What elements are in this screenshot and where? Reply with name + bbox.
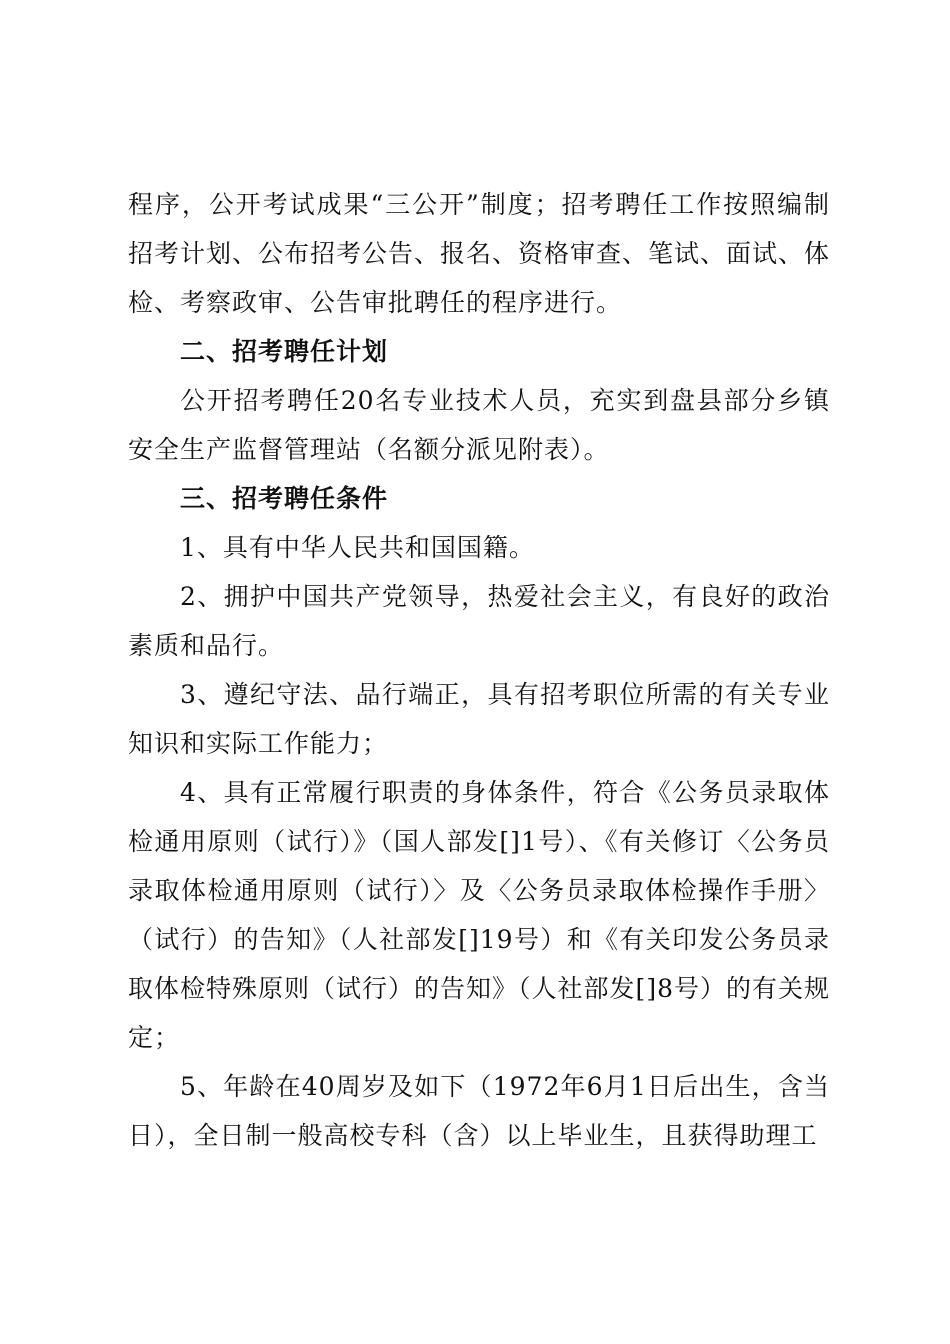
document-body <box>128 180 830 1160</box>
condition-item-1: 1、具有中华人民共和国国籍。 <box>180 533 535 562</box>
section-heading-recruitment-plan: 二、招考聘任计划 <box>180 337 389 366</box>
paragraph-procedure-continuation: 程序，公开考试成果“三公开”制度；招考聘任工作按照编制招考计划、公布招考公告、报名、资格审查、笔试、面试、体检、考察政审、公告审批聘任的程序进行。 <box>128 190 831 317</box>
condition-item-3: 3、遵纪守法、品行端正，具有招考职位所需的有关专业知识和实际工作能力； <box>128 680 830 758</box>
condition-item-5: 5、年龄在40周岁及如下（1972年6月1日后出生，含当日），全日制一般高校专科（含）以上毕业生，且获得助理工 <box>128 1072 830 1150</box>
paragraph-recruitment-plan: 公开招考聘任20名专业技术人员，充实到盘县部分乡镇安全生产监督管理站（名额分派见附表）。 <box>128 386 830 464</box>
condition-item-2: 2、拥护中国共产党领导，热爱社会主义，有良好的政治素质和品行。 <box>128 582 830 660</box>
condition-item-4: 4、具有正常履行职责的身体条件，符合《公务员录取体检通用原则（试行）》（国人部发[]1号）、《有关修订〈公务员录取体检通用原则（试行）〉及〈公务员录取体检操作手册〉（试行）的告知》（人社部发[]19号）和《有关印发公务员录取体检特殊原则（试行）的告知》（人社部发[]8号）的有关规定； <box>128 778 830 1052</box>
section-heading-recruitment-conditions: 三、招考聘任条件 <box>180 484 389 513</box>
